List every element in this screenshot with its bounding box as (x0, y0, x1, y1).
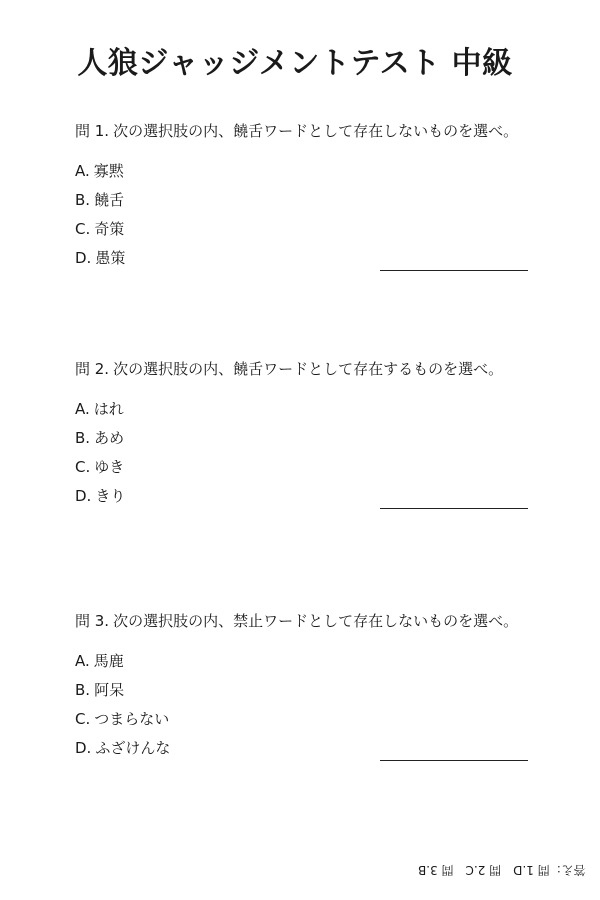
question-2 (75, 358, 555, 511)
option-letter: C. (75, 458, 91, 476)
question-1-number: 問 1. (75, 122, 110, 140)
option-3b[interactable] (75, 676, 555, 705)
option-letter: B. (75, 681, 91, 699)
option-text: 阿呆 (94, 681, 125, 699)
option-text: 奇策 (94, 220, 125, 238)
answer-blank-1[interactable] (380, 270, 528, 271)
option-letter: D. (75, 249, 92, 267)
question-1-prompt: 次の選択肢の内、饒舌ワードとして存在しないものを選べ。 (113, 122, 519, 140)
option-letter: A. (75, 400, 90, 418)
question-3 (75, 610, 555, 763)
question-3-text (75, 610, 555, 631)
option-text: 愚策 (95, 249, 126, 267)
option-letter: A. (75, 162, 90, 180)
question-2-number: 問 2. (75, 360, 110, 378)
option-letter: B. (75, 429, 91, 447)
option-letter: D. (75, 487, 92, 505)
question-3-options (75, 647, 555, 763)
option-letter: D. (75, 739, 92, 757)
option-2d[interactable] (75, 482, 555, 511)
option-text: あめ (94, 429, 125, 447)
answer-key-upside-down: 答え：問 1.D 問 2.C 問 3.B (418, 863, 586, 877)
page-title: 人狼ジャッジメントテスト 中級 (77, 46, 513, 81)
option-3a[interactable] (75, 647, 555, 676)
answer-blank-3[interactable] (380, 760, 528, 761)
option-2b[interactable] (75, 424, 555, 453)
option-text: はれ (93, 400, 124, 418)
question-1 (75, 120, 555, 273)
option-text: ゆき (94, 458, 125, 476)
option-2a[interactable] (75, 395, 555, 424)
option-letter: B. (75, 191, 91, 209)
question-1-text (75, 120, 555, 141)
question-2-prompt: 次の選択肢の内、饒舌ワードとして存在するものを選べ。 (113, 360, 504, 378)
option-text: つまらない (94, 710, 170, 728)
question-3-prompt: 次の選択肢の内、禁止ワードとして存在しないものを選べ。 (113, 612, 519, 630)
option-text: 寡黙 (93, 162, 124, 180)
question-1-options (75, 157, 555, 273)
option-letter: A. (75, 652, 90, 670)
option-text: きり (95, 487, 126, 505)
question-3-number: 問 3. (75, 612, 110, 630)
option-1a[interactable] (75, 157, 555, 186)
option-text: ふざけんな (95, 739, 171, 757)
question-2-options (75, 395, 555, 511)
answer-blank-2[interactable] (380, 508, 528, 509)
option-letter: C. (75, 710, 91, 728)
option-letter: C. (75, 220, 91, 238)
option-text: 饒舌 (94, 191, 125, 209)
option-2c[interactable] (75, 453, 555, 482)
option-1d[interactable] (75, 244, 555, 273)
option-3d[interactable] (75, 734, 555, 763)
question-2-text (75, 358, 555, 379)
option-1c[interactable] (75, 215, 555, 244)
option-1b[interactable] (75, 186, 555, 215)
option-3c[interactable] (75, 705, 555, 734)
option-text: 馬鹿 (93, 652, 124, 670)
